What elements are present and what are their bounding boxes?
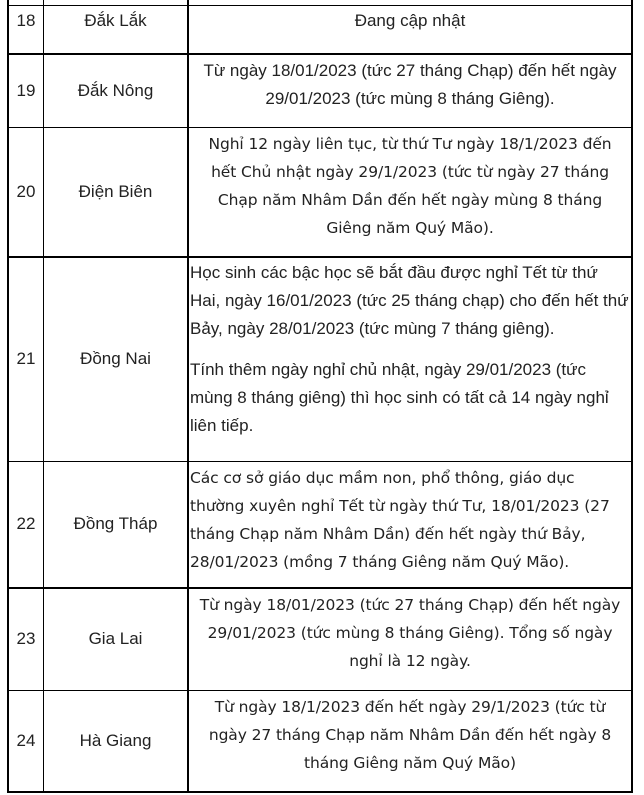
holiday-info: Đang cập nhật (188, 6, 632, 54)
table-row (8, 257, 632, 462)
table-row (8, 691, 632, 792)
holiday-info: Các cơ sở giáo dục mầm non, phổ thông, giáo dục thường xuyên nghỉ Tết từ ngày thứ Tư, 18/01/2023 (27 tháng Chạp năm Nhâm Dần) đến hết ngày thứ Bảy, 28/01/2023 (mồng 7 tháng Giêng năm Quý Mão). (188, 462, 632, 588)
row-number: 18 (8, 6, 44, 54)
tet-holiday-table (7, 0, 633, 793)
row-number: 24 (8, 691, 44, 792)
holiday-info: Nghỉ 12 ngày liên tục, từ thứ Tư ngày 18/1/2023 đến hết Chủ nhật ngày 29/1/2023 (tức từ ngày 27 tháng Chạp năm Nhâm Dần đến hết ngày mùng 8 tháng Giêng năm Quý Mão). (188, 128, 632, 257)
province-name: Gia Lai (44, 588, 189, 691)
table-row (8, 128, 632, 257)
holiday-info: Từ ngày 18/01/2023 (tức 27 tháng Chạp) đến hết ngày 29/01/2023 (tức mùng 8 tháng Giêng). (188, 54, 632, 128)
row-number: 21 (8, 257, 44, 462)
province-name: Đồng Nai (44, 257, 189, 462)
table-row (8, 54, 632, 128)
holiday-info: Từ ngày 18/1/2023 đến hết ngày 29/1/2023 (tức từ ngày 27 tháng Chạp năm Nhâm Dần đến hết ngày 8 tháng Giêng năm Quý Mão) (188, 691, 632, 792)
holiday-info: Từ ngày 18/01/2023 (tức 27 tháng Chạp) đến hết ngày 29/01/2023 (tức mùng 8 tháng Giêng). Tổng số ngày nghỉ là 12 ngày. (188, 588, 632, 691)
row-number: 20 (8, 128, 44, 257)
row-number: 19 (8, 54, 44, 128)
holiday-info: Học sinh các bậc học sẽ bắt đầu được nghỉ Tết từ thứ Hai, ngày 16/01/2023 (tức 25 tháng chạp) cho đến hết thứ Bảy, ngày 28/01/2023 (tức mùng 7 tháng giêng). Tính thêm ngày nghỉ chủ nhật, ngày 29/01/2023 (tức mùng 8 tháng giêng) thì học sinh có tất cả 14 ngày nghỉ liên tiếp. (188, 257, 632, 462)
row-number: 22 (8, 462, 44, 588)
province-name: Đắk Nông (44, 54, 189, 128)
table-row (8, 6, 632, 54)
province-name: Đắk Lắk (44, 6, 189, 54)
province-name: Hà Giang (44, 691, 189, 792)
row-number: 23 (8, 588, 44, 691)
province-name: Điện Biên (44, 128, 189, 257)
table-row (8, 588, 632, 691)
table-row (8, 462, 632, 588)
province-name: Đồng Tháp (44, 462, 189, 588)
